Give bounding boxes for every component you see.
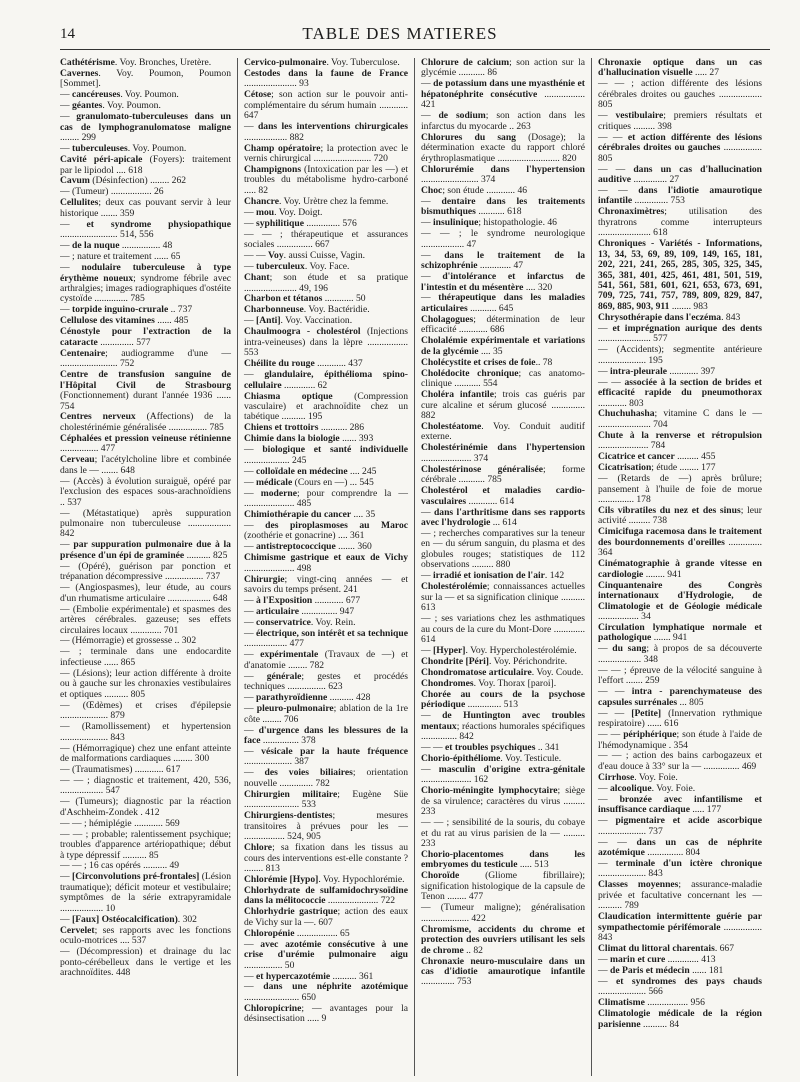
index-entry: — vésicale par la haute fréquence .................... 387 xyxy=(244,746,408,768)
index-entry: Cholestérinémie dans l'hypertension ..................... 374 xyxy=(421,442,585,464)
index-entry: — (Métastatique) après suppuration pulmonaire non tuberculeuse .................. 842 xyxy=(60,507,231,540)
index-entry: Cholestérol et maladies cardio-vasculaires ............ 614 xyxy=(421,485,585,507)
index-entry: Chlorémie [Hypo]. Voy. Hypochlorémie. xyxy=(244,873,405,885)
index-entry: — des voies biliaires; orientation nouvelle .............. 782 xyxy=(244,767,408,789)
index-entry: Chimie dans la biologie ...... 393 xyxy=(244,433,374,445)
index-entry: — (Lésions); leur action différente à droite ou à gauche sur les chronaxies vestibulaires et optiques .......... 805 xyxy=(60,667,231,700)
index-entry: Chrysothérapie dans l'eczéma. 843 xyxy=(598,311,741,323)
index-entry: — glandulaire, épithélioma spino-cellulaire ............. 62 xyxy=(244,369,408,391)
index-entry: — torpide inguino-crurale .. 737 xyxy=(60,304,193,316)
index-entry: Claudication intermittente guérie par sympathectomie périfémorale ................ 843 xyxy=(598,911,762,944)
index-entry: — — dans un cas d'hallucination auditive .............. 27 xyxy=(598,163,762,185)
index-entry: — marin et cure ............. 413 xyxy=(598,954,716,966)
index-entry: — masculin d'origine extra-génitale ..................... 162 xyxy=(421,763,585,786)
index-entry: Chirurgiens-dentistes; mesures transitoires à prévues pour les — ................. 524, 905 xyxy=(244,810,408,843)
index-entry: — bronzée avec infantilisme et insuffisance cardiaque ..... 177 xyxy=(598,793,762,816)
index-entry: — — dans l'idiotie amaurotique infantile .............. 753 xyxy=(598,184,762,207)
index-entry: Chlore; sa fixation dans les tissus au cours des interventions est-elle constante ? ........ 813 xyxy=(244,842,408,874)
index-entry: Chuchuhasha; vitamine C dans le — ...................... 704 xyxy=(598,408,762,430)
index-entry: Centres nerveux (Affections) de la cholestérinémie généralisée ................ 785 xyxy=(60,411,231,433)
index-entry: — articulaire ............... 947 xyxy=(244,606,355,618)
index-entry: — irradié et ionisation de l'air. 142 xyxy=(421,570,565,582)
index-entry: Cholédocite chronique; cas anatomo-clinique ........... 554 xyxy=(421,367,585,390)
index-entry: — avec azotémie consécutive à une crise d'urémie pulmonaire aigu ................ 50 xyxy=(244,938,409,971)
index-entry: Cils vibratiles du nez et des sinus; leur activité ......... 738 xyxy=(598,505,762,527)
index-entry: Charbon et tétanos ............ 50 xyxy=(244,293,366,305)
index-entry: — [Circonvolutions pré-frontales] (Lésion traumatique); déficit moteur et vestibulaire; symptômes de la série extrapyramidale .................. 10 xyxy=(60,871,232,914)
index-entry: Cirrhose. Voy. Foie. xyxy=(598,771,678,783)
index-entry: — — ; le syndrome neurologique .................. 47 xyxy=(421,228,585,250)
index-entry: Chlorure de calcium; son action sur la glycémie ........... 86 xyxy=(421,58,585,79)
index-entry: — — ; action des bains carbogazeux et d'eau douce à 33° sur la — ............... 469 xyxy=(598,750,762,772)
index-entry: — — Voy. aussi Cuisse, Vagin. xyxy=(244,250,366,262)
index-entry: — parathyroïdienne .......... 428 xyxy=(244,692,371,704)
index-entry: Cervelet; ses rapports avec les fonctions oculo-motrices .... 537 xyxy=(60,924,231,947)
index-entry: — d'intolérance et infarctus de l'intestin et du mésentère .... 320 xyxy=(421,271,585,293)
index-entry: Chorio-méningite lymphocytaire; siège de sa virulence; caractères du virus ......... 233 xyxy=(421,785,586,818)
index-entry: Chorée au cours de la psychose périodique .............. 513 xyxy=(421,688,585,711)
index-entry: Chlorures du sang (Dosage); la détermination exacte du rapport chloré érythroplasmatique .......................... 820 xyxy=(421,131,585,164)
index-entry: Cellulose des vitamines ...... 485 xyxy=(60,315,189,327)
index-entry: — terminale d'un ictère chronique .................... 843 xyxy=(598,857,762,880)
index-entry: — dans l'arthritisme dans ses rapports avec l'hydrologie ... 614 xyxy=(421,506,585,528)
header-rule xyxy=(60,49,770,50)
index-entry: Cavernes. Voy. Poumon, Poumon [Sommet]. xyxy=(60,67,231,90)
index-columns xyxy=(60,58,770,1076)
index-entry: Cénostyle pour l'extraction de la cataracte .............. 577 xyxy=(60,326,231,348)
index-entry: — — ; probable; ralentissement psychique; troubles d'apparence artériopathique; début à type dépressif .......... 85 xyxy=(60,828,231,861)
index-entry: Chorio-épithéliome. Voy. Testicule. xyxy=(421,752,562,764)
index-entry: — pleuro-pulmonaire; ablation de la 1re côte ........ 706 xyxy=(244,703,408,725)
index-entry: — (Embolie expérimentale) et spasmes des artères cérébrales. gazeuse; ses effets circulaires locaux ............. 701 xyxy=(60,603,231,636)
index-entry: — des piroplasmoses au Maroc (zoothérie et gonacrine) .... 361 xyxy=(244,519,409,542)
index-entry: Centenaire; audiogramme d'une — ........................ 752 xyxy=(60,347,231,370)
index-entry: — géantes. Voy. Poumon. xyxy=(60,100,161,112)
index-entry: — — ; 16 cas opérés .......... 49 xyxy=(60,860,180,872)
index-entry: Chéilite du rouge ............ 437 xyxy=(244,358,363,370)
index-entry: — mou. Voy. Doigt. xyxy=(244,206,323,218)
index-entry: Chiasma optique (Compression vasculaire) et arachnoïdite chez un tabétique .......... 195 xyxy=(244,390,408,423)
index-entry: — nodulaire tuberculeuse à type érythème noueux; syndrome fébrile avec arthralgies; images radiographiques d'ostéite cystoïde .............. 785 xyxy=(60,262,232,305)
index-column-4 xyxy=(591,58,768,1076)
index-entry: — [Hyper]. Voy. Hypercholestérolémie. xyxy=(421,644,577,656)
index-entry: — — associée à la section de brides et efficacité rapide du pneumothorax ............ 803 xyxy=(598,376,762,409)
index-entry: — (Œdèmes) et crises d'épilepsie .................... 879 xyxy=(60,699,232,722)
index-entry: — — ; hémiplégie ............ 569 xyxy=(60,817,180,829)
index-entry: Choc; son étude ............ 46 xyxy=(421,184,528,196)
index-entry: Chlorurémie dans l'hypertension ........................ 374 xyxy=(421,163,585,185)
index-entry: — [Anti]. Voy. Vaccination. xyxy=(244,315,353,327)
index-entry: — — ; sensibilité de la souris, du cobaye et du rat au virus parisien de la — ......... 233 xyxy=(421,817,585,850)
index-entry: Chimiothérapie du cancer .... 35 xyxy=(244,509,376,521)
index-entry: — (Opéré), guérison par ponction et trépanation décompressive ................ 737 xyxy=(60,560,231,583)
index-entry: Chirurgien militaire; Eugène Süe ....................... 533 xyxy=(244,788,408,811)
index-column-1 xyxy=(60,58,237,1076)
index-entry: — [Faux] Ostéocalcification). 302 xyxy=(60,913,197,925)
index-entry: Cellulites; deux cas pouvant servir à leur historique ....... 359 xyxy=(60,197,231,219)
index-entry: — conservatrice. Voy. Rein. xyxy=(244,617,356,629)
index-column-2 xyxy=(237,58,414,1076)
index-entry: Cholestérinose généralisée; forme cérébrale ........... 785 xyxy=(421,463,585,486)
index-entry: Chloropénie ................. 65 xyxy=(244,927,350,939)
index-entry: — médicale (Cours en —) ... 545 xyxy=(244,476,374,488)
index-entry: Chorio-placentomes dans les embryomes du testicule ..... 513 xyxy=(421,849,585,871)
index-entry: — ; terminale dans une endocardite infectieuse ...... 865 xyxy=(60,646,231,668)
index-entry: — dans une néphrite azotémique ....................... 650 xyxy=(244,981,408,1003)
index-entry: — (Accidents); segmentite antérieure .................... 195 xyxy=(598,344,762,366)
index-entry: Cholestérolémie; connaissances actuelles sur la — et sa signification clinique .......... 613 xyxy=(421,581,585,614)
index-entry: Choléra infantile; trois cas guéris par cure alcaline et sérum glucosé .............. 882 xyxy=(421,389,585,421)
index-entry: — ; nature et traitement ...... 65 xyxy=(60,251,181,263)
index-entry: Cerveau; l'acétylcholine libre et combinée dans le — ....... 648 xyxy=(60,454,231,476)
page-header xyxy=(0,0,800,52)
index-entry: Chant; son étude et sa pratique ...................... 49, 196 xyxy=(244,272,408,294)
index-entry: Cinématographie à grande vitesse en cardiologie ........ 941 xyxy=(598,558,762,580)
index-entry: Cestodes dans la faune de France ...................... 93 xyxy=(244,67,408,90)
index-entry: — à l'Exposition ............ 677 xyxy=(244,595,361,607)
index-entry: — d'urgence dans les blessures de la face ............... 378 xyxy=(244,724,409,747)
index-entry: Champ opératoire; la protection avec le vernis chirurgical ........................ 720 xyxy=(244,142,409,165)
index-entry: Classes moyennes; assurance-maladie privée et facultative concernant les — .......... 789 xyxy=(598,879,762,912)
index-entry: Chimisme gastrique et eaux de Vichy ..................... 498 xyxy=(244,552,408,574)
index-entry: — (Angiospasmes), leur étude, au cours d'un rhumatisme articulaire .................. 648 xyxy=(60,582,231,604)
index-entry: Chloropicrine; — avantages pour la désinsectisation ..... 9 xyxy=(244,1002,408,1025)
index-entry: Choroïde (Gliome fibrillaire); signification histologique de la capsule de Tenon ........ 477 xyxy=(421,870,585,903)
index-entry: — — intra - parenchymateuse des capsules surrénales ... 805 xyxy=(598,686,763,708)
index-entry: — (Tumeurs); diagnostic par la réaction d'Aschheim-Zondek . 412 xyxy=(60,796,231,818)
index-entry: Climat du littoral charentais. 667 xyxy=(598,943,734,955)
index-entry: — ; ses variations chez les asthmatiques au cours de la cure du Mont-Dore ............. 614 xyxy=(421,613,585,645)
index-entry: Cathétérisme. Voy. Bronches, Uretère. xyxy=(60,58,212,68)
index-entry: — cancéreuses. Voy. Poumon. xyxy=(60,89,179,101)
index-entry: — tuberculeux. Voy. Face. xyxy=(244,261,350,273)
index-entry: — — ; thérapeutique et assurances sociales ............... 667 xyxy=(244,228,408,251)
page-number: 14 xyxy=(60,26,75,42)
index-column-3 xyxy=(414,58,591,1076)
index-entry: Chute à la renverse et rétropulsion ..................... 784 xyxy=(598,429,762,452)
index-entry: — — périphérique; son étude à l'aide de l'hémodynamique . 354 xyxy=(598,729,762,751)
index-entry: — (Tumeur maligne); généralisation .................... 422 xyxy=(421,902,585,924)
index-entry: — (Hémorragique) chez une enfant atteinte de malformations cardiaques ........ 300 xyxy=(60,742,231,764)
index-entry: Céphalées et pression veineuse rétinienne ................ 477 xyxy=(60,432,231,455)
index-entry: — (Hémorragie) et grossesse .. 302 xyxy=(60,635,197,647)
index-entry: Charbonneuse. Voy. Bactéridie. xyxy=(244,304,370,316)
index-entry: Cholagogues; détermination de leur efficacité ............ 686 xyxy=(421,313,585,336)
index-entry: — par suppuration pulmonaire due à la présence d'un épi de graminée .......... 825 xyxy=(60,539,231,561)
index-entry: — de Huntington avec troubles mentaux; réactions humorales spécifiques ............... 842 xyxy=(421,710,585,743)
index-entry: Chondrite [Péri]. Voy. Périchondrite. xyxy=(421,655,568,667)
index-entry: Chirurgie; vingt-cinq années — et savoirs du temps présent. 241 xyxy=(244,573,408,596)
index-entry: Chronaximètres; utilisation des thyratrons comme interrupteurs ...................... 618 xyxy=(598,206,762,239)
index-entry: — de Paris et médecin ...... 181 xyxy=(598,965,724,977)
index-entry: — granulomato-tuberculeuses dans un cas de lymphogranulomatose maligne ........ 299 xyxy=(60,111,231,144)
index-entry: Cicatrice et cancer ......... 455 xyxy=(598,451,716,463)
index-entry: Chiens et trottoirs ........... 286 xyxy=(244,422,365,434)
index-entry: Cholécystite et crises de foie.. 78 xyxy=(421,356,553,368)
index-entry: — biologique et santé individuelle ................... 245 xyxy=(244,444,408,466)
index-entry: Chlorhydrate de sulfamidochrysoïdine dans la mélitococcie ..................... 722 xyxy=(244,884,408,907)
index-entry: — — ; épreuve de la vélocité sanguine à l'effort ....... 259 xyxy=(598,664,763,687)
index-entry: Cervico-pulmonaire. Voy. Tuberculose. xyxy=(244,58,400,68)
index-entry: Cholestéatome. Voy. Conduit auditif externe. xyxy=(421,420,585,443)
index-entry: Cavité péri-apicale (Foyers): traitement par le lipiodol .... 618 xyxy=(60,154,232,176)
index-entry: — (Traumatismes) ............ 617 xyxy=(60,763,181,775)
index-entry: — syphilitique .............. 576 xyxy=(244,217,357,229)
index-entry: Cétose; son action sur le pouvoir anti-complémentaire du sérum humain ............ 647 xyxy=(244,89,408,122)
index-entry: — et syndrome physiopathique ........................ 514, 556 xyxy=(60,218,231,241)
index-entry: Chancre. Voy. Urètre chez la femme. xyxy=(244,195,389,207)
index-entry: — expérimentale (Travaux de —) et d'anatomie ........ 782 xyxy=(244,649,408,671)
index-entry: — — ; diagnostic et traitement, 420, 536, .................. 547 xyxy=(60,774,232,797)
index-entry: — insulinique; histopathologie. 46 xyxy=(421,217,557,229)
index-entry: Champignons (Intoxication par les —) et troubles du métabolisme hydro-carboné ..... 82 xyxy=(244,164,408,196)
index-entry: — de potassium dans une myasthénie et hépatonéphrite consécutive ................. 421 xyxy=(421,78,586,111)
index-entry: — (Retards de —) après brûlure; pansement à l'huile de foie de morue ............... 178 xyxy=(598,473,762,506)
index-entry: — — [Petite] (Innervation rythmique respiratoire) ...... 616 xyxy=(598,707,762,730)
index-entry: Climatologie médicale de la région parisienne .......... 84 xyxy=(598,1008,762,1030)
index-entry: — et syndromes des pays chauds .................... 566 xyxy=(598,975,762,998)
index-entry: Chlorhydrie gastrique; action des eaux de Vichy sur la —. 607 xyxy=(244,906,408,928)
index-entry: — vestibulaire; premiers résultats et critiques ......... 398 xyxy=(598,110,762,132)
index-entry: — — dans un cas de néphrite azotémique ............... 804 xyxy=(598,836,763,859)
index-entry: — dans les interventions chirurgicales .................. 882 xyxy=(244,121,408,143)
index-entry: — électrique, son intérêt et sa technique .................. 477 xyxy=(244,628,408,650)
index-entry: — (Décompression) et drainage du lac ponto-cérébelleux dans le vertige et les arachnoïdites. 448 xyxy=(60,946,231,979)
index-entry: — (Accès) à évolution suraiguë, opéré par l'exclusion des espaces sous-arachnoïdiens .. 537 xyxy=(60,475,231,508)
index-entry: — alcoolique. Voy. Foie. xyxy=(598,782,696,794)
index-entry: Cinquantenaire des Congrès internationaux d'Hydrologie, de Climatologie et de Géologie médicale ................. 34 xyxy=(598,579,762,623)
index-entry: — — et troubles psychiques .. 341 xyxy=(421,742,560,753)
index-entry: Cholalémie expérimentale et variations de la glycémie .... 35 xyxy=(421,335,585,357)
index-entry: — pigmentaire et acide ascorbique .................... 737 xyxy=(598,815,762,837)
index-entry: Centre de transfusion sanguine de l'Hôpital Civil de Strasbourg (Fonctionnement) durant l'année 1936 ...... 754 xyxy=(60,369,231,412)
index-entry: — thérapeutique dans les maladies articulaires ........... 645 xyxy=(421,292,585,314)
index-entry: — générale; gestes et procédés techniques ................ 623 xyxy=(244,670,408,693)
index-entry: — (Tumeur) ................. 26 xyxy=(60,186,164,198)
index-entry: Cavum (Désinfection) ........ 262 xyxy=(60,175,187,187)
index-entry: Chronaxie optique dans un cas d'hallucination visuelle ..... 27 xyxy=(598,58,762,79)
index-entry: Cimicifuga racemosa dans le traitement des bourdonnements d'oreilles .............. 364 xyxy=(598,526,762,559)
index-entry: — colloïdale en médecine .... 245 xyxy=(244,465,377,477)
index-entry: — (Ramollissement) et hypertension .................... 843 xyxy=(60,721,231,743)
index-entry: — et hypercazotémie .......... 361 xyxy=(244,970,374,982)
index-entry: Chroniques - Variétés - Informations, 13, 34, 53, 69, 89, 109, 149, 165, 181, 202, 221, 241, 265, 285, 305, 325, 345, 365, 381, 401, 425, 461, 481, 501, 519, 541, 561, 581, 601, 621, 653, 673, 691, 709, 725, 741, 757, 789, 809, 829, 847, 869, 885, 903, 911 ........ 983 xyxy=(598,238,762,312)
index-entry: — antistreptococcique ....... 360 xyxy=(244,541,372,553)
index-entry: Chromisme, accidents du chrome et protection des ouvriers utilisant les sels de chrome .. 82 xyxy=(421,923,585,956)
index-entry: — ; recherches comparatives sur la teneur en — du sérum sanguin, du plasma et des globules rouges; statistiques de 112 observations ......... 880 xyxy=(421,527,585,571)
index-entry: Cicatrisation; étude ........ 177 xyxy=(598,462,716,474)
index-entry: Chaulmoogra - cholestérol (Injections intra-veineuses) dans la lèpre ................. 553 xyxy=(244,326,408,359)
index-entry: Climatisme ................. 956 xyxy=(598,997,705,1009)
index-entry: Circulation lymphatique normale et pathologique ....... 941 xyxy=(598,622,762,644)
index-entry: — tuberculeuses. Voy. Poumon. xyxy=(60,143,187,155)
index-entry: Chondromatose articulaire. Voy. Coude. xyxy=(421,666,584,678)
page-title: TABLE DES MATIERES xyxy=(302,24,498,43)
index-entry: Chronaxie neuro-musculaire dans un cas d'idiotie amaurotique infantile .............. 753 xyxy=(421,955,585,988)
index-entry: — du sang; à propos de sa découverte .................. 348 xyxy=(598,643,762,665)
index-entry: — de la nuque ................ 48 xyxy=(60,240,173,252)
index-entry: Chondromes. Voy. Thorax [paroi]. xyxy=(421,677,557,689)
index-entry: — — et action différente des lésions cérébrales droites ou gauches ................ 805 xyxy=(598,131,762,164)
index-entry: — dentaire dans les traitements bismuthiques ........... 618 xyxy=(421,195,585,218)
index-entry: — intra-pleurale ............ 397 xyxy=(598,365,715,377)
index-entry: — et imprégnation aurique des dents ...................... 577 xyxy=(598,322,762,345)
index-entry: — dans le traitement de la schizophrénie ............. 47 xyxy=(421,249,585,272)
index-entry: — moderne; pour comprendre la — ..................... 485 xyxy=(244,487,408,510)
index-entry: — de sodium; son action dans les infarctus du myocarde .. 263 xyxy=(421,110,585,132)
index-entry: — — ; action différente des lésions cérébrales droites ou gauches .................. 805 xyxy=(598,78,763,111)
